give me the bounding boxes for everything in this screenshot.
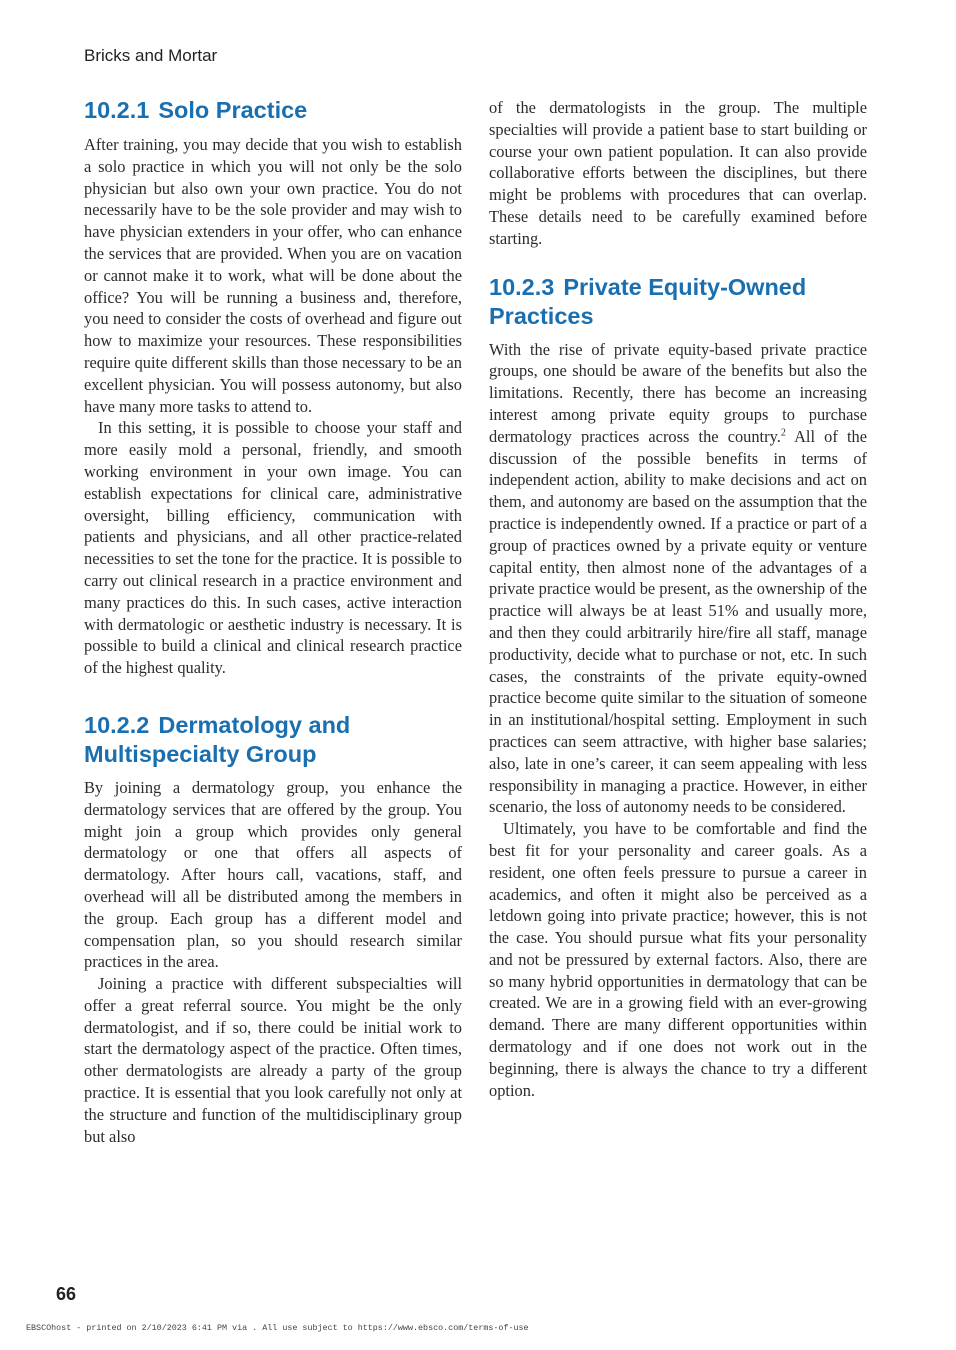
section-title: Solo Practice [158, 97, 308, 123]
citation-ref: 2 [780, 427, 786, 439]
section-number: 10.2.1 [84, 97, 150, 123]
section-heading-solo-practice [84, 96, 462, 125]
section-title-line1: Private Equity-Owned [563, 273, 807, 300]
paragraph: Ultimately, you have to be comfortable and find the best fit for your personality and career goals. As a resident, one often feels pressure to pursue a career in academics, and often it might also be perceived as a letdown going into private practice; however, this is not the case. You should pursue what fits your personality and not be pressured by external factors. Also, there are so many hybrid opportunities in dermatology that can be created. We are in a growing field with an ever-growing demand. There are many different opportunities within dermatology and if one does not work out in the beginning, there is always the chance to try a different option. [489, 819, 867, 1100]
print-footer: EBSCOhost - printed on 2/10/2023 6:41 PM via . All use subject to https://www.ebsco.com/terms-of-use [26, 1323, 529, 1333]
section-title-line2: Practices [489, 302, 594, 329]
paragraph: After training, you may decide that you wish to establish a solo practice in which you will not only be the solo physician but also own your own practice. You do not necessarily have to be the sole provider and may wish to have physician extenders in your offer, who can enhance the services that are provided. When you are on vacation or cannot make it to work, what will be done about the office? You will be running a business and, therefore, you need to consider the costs of overhead and figure out how to maximize your resources. These responsibilities require quite different skills than those necessary to be an excellent physician. You will possess autonomy, but also have many more tasks to attend to. [84, 135, 462, 416]
page-number: 66 [56, 1284, 77, 1304]
paragraph-text: With the rise of private equity-based private practice groups, one should be aware of the benefits but also the limitations. Recently, there has become an increasing interest among private equity groups to purchase dermatology practices across the country. [489, 339, 867, 446]
paragraph: By joining a dermatology group, you enhance the dermatology services that are offered by the group. You might join a group which provides only general dermatology or one that offers all aspects of dermatology. After hours call, vacations, staff, and overhead will all be distributed among the members in the group. Each group has a different model and compensation plan, so you should research similar practices in the area. [84, 777, 462, 972]
section-heading-dermatology-group [84, 711, 462, 769]
section-heading-private-equity [489, 273, 867, 331]
right-column [489, 97, 867, 1101]
section-title-line2: Multispecialty Group [84, 740, 317, 767]
running-head: Bricks and Mortar [84, 46, 218, 65]
paragraph-text: All of the discussion of the possible benefits in terms of independent action, ability to make decisions and act on them, and autonomy are based on the assumption that the practice is independently owned. If a practice or part of a group of practices owned by a private equity or venture capital entity, then almost none of the advantages of a private practice would be present, as the ownership of the practice will always be at least 51% and usually more, and then they could arbitrarily hire/fire all staff, manage productivity, decide what to purchase or not, etc. In such cases, the constraints of the private equity-owned practice become quite similar to the situation of someone in an institutional/hospital setting. Employment in such practices can seem attractive, with higher base salaries; also, late in one’s career, it can seem appealing with less responsibility in managing a practice. However, in either scenario, the loss of autonomy needs to be considered. [489, 426, 868, 817]
paragraph: of the dermatologists in the group. The multiple specialties will provide a patient base to start building or course your own patient population. It can also provide collaborative efforts between the disciplines, but there might be problems with procedures that can overlap. These details need to be carefully examined before starting. [489, 98, 867, 248]
paragraph [489, 339, 867, 819]
paragraph: Joining a practice with different subspecialties will offer a great referral source. You might be the only dermatologist, and if so, there could be initial work to start the dermatology aspect of the practice. Often times, other dermatologists are already a party of the group practice. It is essential that you look carefully not only at the structure and function of the multidisciplinary group but also [84, 974, 462, 1146]
paragraph: In this setting, it is possible to choose your staff and more easily mold a personal, friendly, and smooth working environment in your own image. You can establish expectations for clinical care, administrative oversight, billing efficiency, communication with patients and physicians, and all other practice-related necessities to set the tone for the practice. It is possible to carry out clinical research in a practice environment and many practices do this. In such cases, active interaction with dermatologic or aesthetic industry is necessary. It is possible to build a clinical and clinical research practice of the highest quality. [84, 418, 462, 678]
left-column [84, 96, 462, 1147]
section-number: 10.2.2 [84, 711, 150, 738]
section-title-line1: Dermatology and [158, 711, 351, 738]
section-number: 10.2.3 [489, 273, 555, 300]
